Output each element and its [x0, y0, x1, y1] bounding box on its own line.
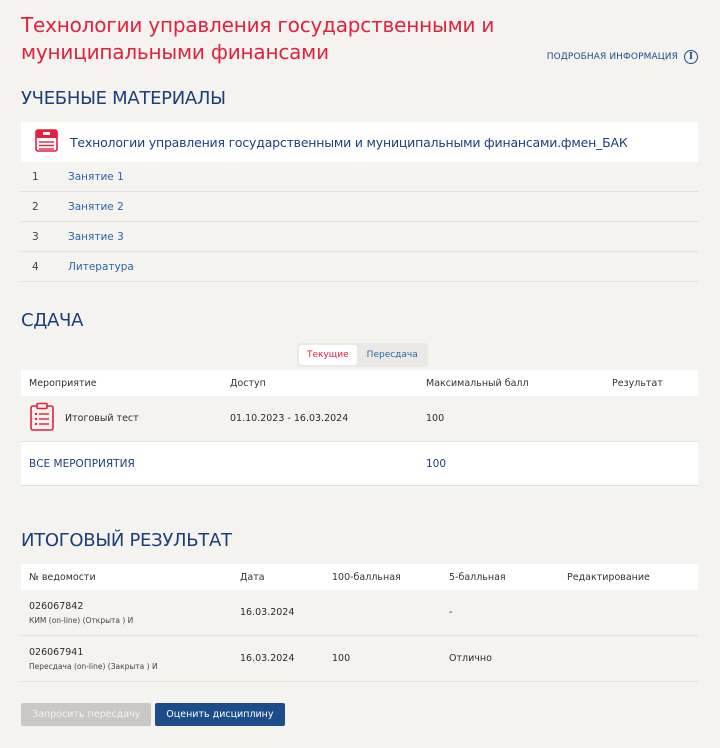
table-header [21, 370, 698, 396]
submission-tabs [297, 343, 428, 367]
statement-cell [21, 647, 232, 671]
statement-type: Пересдача (on-line) (Закрыта ) И [29, 661, 158, 671]
column-header: Максимальный балл [426, 377, 529, 389]
info-icon: I [684, 50, 698, 64]
statement-cell [21, 601, 232, 625]
more-info-link[interactable] [547, 50, 698, 64]
lesson-link-1[interactable]: Занятие 1 [68, 170, 124, 183]
item-number: 4 [32, 260, 39, 273]
event-cell [21, 402, 222, 435]
list-item [21, 162, 698, 192]
tab-current[interactable]: Текущие [299, 345, 357, 365]
materials-list [21, 122, 698, 282]
column-header: № ведомости [29, 571, 96, 583]
access-period: 01.10.2023 - 16.03.2024 [230, 413, 349, 424]
total-max-score: 100 [426, 457, 447, 470]
column-header: Результат [612, 377, 663, 389]
list-item [21, 252, 698, 282]
book-icon [34, 128, 59, 157]
literature-link[interactable]: Литература [68, 260, 134, 273]
statement-date: 16.03.2024 [240, 653, 295, 664]
event-name[interactable]: Итоговый тест [65, 413, 139, 424]
table-row [21, 636, 698, 682]
list-item [21, 222, 698, 252]
course-title: Технологии управления государственными и муниципальными финансами.фмен_БАК [70, 134, 628, 150]
tab-retake[interactable]: Пересдача [366, 350, 418, 360]
table-header [21, 564, 698, 590]
statement-type: КИМ (on-line) (Открыта ) И [29, 615, 134, 625]
submission-table [21, 370, 698, 486]
column-header: 100-балльная [332, 571, 401, 583]
column-header: Дата [240, 571, 265, 583]
statement-date: 16.03.2024 [240, 607, 295, 618]
score-100: 100 [332, 653, 351, 664]
item-number: 3 [32, 230, 39, 243]
submission-section-title: СДАЧА [21, 310, 84, 331]
item-number: 1 [32, 170, 39, 183]
page-title: Технологии управления государственными и муниципальными финансами [21, 13, 495, 64]
score-5: - [449, 607, 453, 618]
table-row [21, 590, 698, 636]
more-info-label: ПОДРОБНАЯ ИНФОРМАЦИЯ [546, 52, 678, 62]
item-number: 2 [32, 200, 39, 213]
column-header: Мероприятие [29, 377, 97, 389]
statement-number: 026067941 [29, 646, 84, 658]
statement-number: 026067842 [29, 600, 84, 612]
total-row [21, 442, 698, 486]
max-score: 100 [426, 413, 445, 424]
column-header: 5-балльная [449, 571, 506, 583]
final-results-table [21, 564, 698, 682]
request-retake-button[interactable]: Запросить пересдачу [21, 703, 151, 726]
final-section-title: ИТОГОВЫЙ РЕЗУЛЬТАТ [21, 530, 232, 551]
column-header: Редактирование [567, 571, 650, 583]
materials-course-header [21, 122, 698, 162]
materials-section-title: УЧЕБНЫЕ МАТЕРИАЛЫ [21, 88, 226, 109]
lesson-link-3[interactable]: Занятие 3 [68, 230, 124, 243]
score-5: Отлично [449, 653, 492, 664]
rate-discipline-button[interactable]: Оценить дисциплину [155, 703, 284, 726]
total-label: ВСЕ МЕРОПРИЯТИЯ [29, 457, 135, 470]
table-row [21, 396, 698, 442]
action-buttons [21, 703, 285, 726]
list-item [21, 192, 698, 222]
column-header: Доступ [230, 377, 266, 389]
clipboard-icon [29, 402, 55, 435]
lesson-link-2[interactable]: Занятие 2 [68, 200, 124, 213]
